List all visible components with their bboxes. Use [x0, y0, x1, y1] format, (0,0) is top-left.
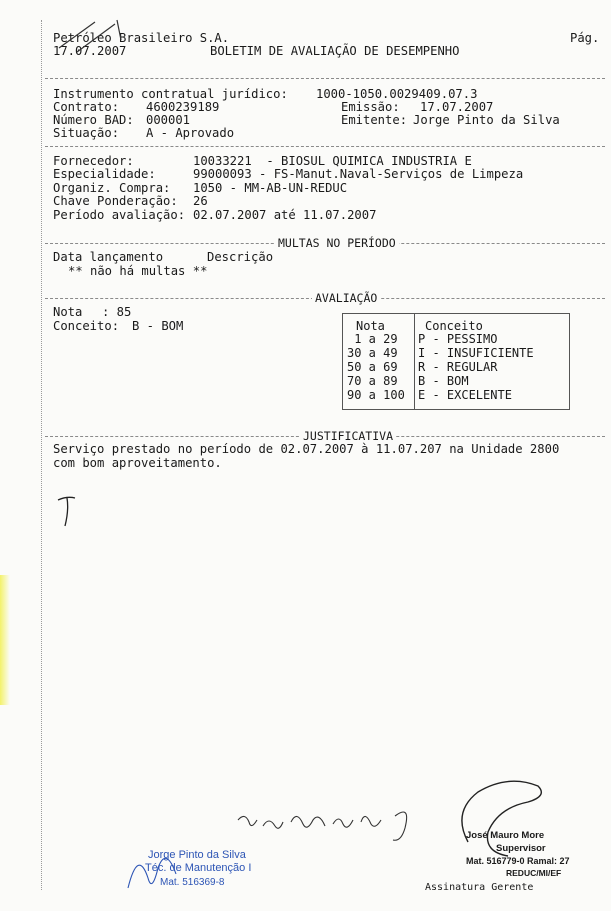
- table-row-concept: B - BOM: [418, 374, 469, 388]
- yellow-highlight-mark: [0, 575, 10, 705]
- nota-value: : 85: [102, 305, 132, 319]
- table-row-concept: I - INSUFICIENTE: [418, 346, 534, 360]
- bad-value: 000001: [146, 113, 191, 127]
- divider: [45, 146, 605, 147]
- justificativa-line-1: Serviço prestado no período de 02.07.2007 à 11.07.207 na Unidade 2800: [53, 442, 560, 456]
- multas-col-descricao: Descrição: [207, 250, 274, 264]
- periodo-value: 02.07.2007 até 11.07.2007: [193, 208, 377, 222]
- situacao-value: A - Aprovado: [146, 126, 235, 140]
- company-name: Petróleo Brasileiro S.A.: [53, 31, 230, 45]
- contrato-value: 4600239189: [146, 100, 220, 114]
- emissao-value: 17.07.2007: [420, 100, 494, 114]
- especialidade-value: 99000093 - FS-Manut.Naval-Serviços de Limpeza: [193, 167, 524, 181]
- conceito-value: B - BOM: [132, 319, 184, 333]
- justificativa-line-2: com bom aproveitamento.: [53, 456, 222, 470]
- multas-empty-message: ** não há multas **: [68, 264, 208, 278]
- table-row-concept: R - REGULAR: [418, 360, 498, 374]
- page-label: Pág.: [570, 31, 600, 45]
- table-header-conceito: Conceito: [425, 319, 483, 333]
- table-column-divider: [414, 314, 415, 409]
- handwritten-initial-mark: [55, 490, 85, 530]
- bad-label: Número BAD:: [53, 113, 134, 127]
- chave-value: 26: [193, 194, 208, 208]
- header-date: 17.07.2007: [53, 44, 127, 58]
- table-row-range: 1 a 29: [347, 332, 398, 346]
- conceito-label: Conceito:: [53, 319, 120, 333]
- stamp-right-name: José Mauro More: [466, 830, 545, 841]
- especialidade-label: Especialidade:: [53, 167, 156, 181]
- chave-label: Chave Ponderação:: [53, 194, 178, 208]
- periodo-label: Período avaliação:: [53, 208, 186, 222]
- nota-label: Nota: [53, 305, 83, 319]
- table-row-range: 70 a 89: [347, 374, 398, 388]
- table-row-range: 50 a 69: [347, 360, 398, 374]
- stamp-right-unit: REDUC/MI/EF: [506, 868, 562, 878]
- section-title-avaliacao: AVALIAÇÃO: [312, 291, 380, 305]
- section-title-justificativa: JUSTIFICATIVA: [300, 429, 396, 443]
- footer-signature-label: Assinatura Gerente: [425, 882, 534, 893]
- document-title: BOLETIM DE AVALIAÇÃO DE DESEMPENHO: [210, 44, 460, 58]
- stamp-left-mat: Mat. 516369-8: [160, 877, 225, 888]
- table-row-concept: E - EXCELENTE: [418, 388, 512, 402]
- contrato-label: Contrato:: [53, 100, 120, 114]
- instrument-label: Instrumento contratual jurídico:: [53, 87, 288, 101]
- emissao-label: Emissão:: [341, 100, 400, 114]
- stamp-left-name: Jorge Pinto da Silva: [148, 849, 246, 861]
- table-row-range: 90 a 100: [347, 388, 405, 402]
- stamp-left-role: Téc. de Manutenção I: [145, 862, 252, 874]
- fornecedor-value: 10033221 - BIOSUL QUIMICA INDUSTRIA E: [193, 154, 472, 168]
- table-row-concept: P - PESSIMO: [418, 332, 498, 346]
- stamp-right-role: Supervisor: [496, 843, 546, 854]
- handwritten-signature-middle: [235, 802, 425, 847]
- situacao-label: Situação:: [53, 126, 120, 140]
- emitente-value: Jorge Pinto da Silva: [413, 113, 560, 127]
- organiz-label: Organiz. Compra:: [53, 181, 171, 195]
- table-row-range: 30 a 49: [347, 346, 398, 360]
- fornecedor-label: Fornecedor:: [53, 154, 134, 168]
- stamp-right-mat: Mat. 516779-0 Ramal: 27: [466, 856, 570, 866]
- left-margin-line: [41, 20, 42, 890]
- handwritten-strokes-top: [55, 18, 145, 58]
- section-title-multas: MULTAS NO PERÍODO: [275, 236, 399, 250]
- divider: [45, 78, 605, 79]
- organiz-value: 1050 - MM-AB-UN-REDUC: [193, 181, 348, 195]
- instrument-value: 1000-1050.0029409.07.3: [316, 87, 478, 101]
- table-header-nota: Nota: [356, 319, 385, 333]
- emitente-label: Emitente:: [341, 113, 408, 127]
- multas-col-data: Data lançamento: [53, 250, 164, 264]
